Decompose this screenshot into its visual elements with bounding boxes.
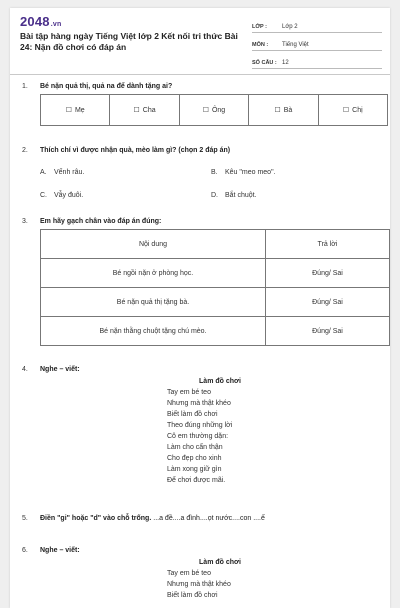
poem-line: Theo đúng những lời	[167, 422, 233, 429]
poem-line: Để chơi được mãi.	[167, 477, 226, 484]
poem-line: Biết làm đồ chơi	[167, 592, 218, 599]
column-header: Trả lời	[266, 230, 390, 259]
fill-blank-text[interactable]: ...a đề....a đình....ọt nước....con ....ế	[153, 515, 265, 522]
answer-option[interactable]	[211, 192, 257, 199]
answer-cell[interactable]: Đúng/ Sai	[266, 317, 390, 346]
answer-letter: C.	[40, 192, 47, 199]
poem-line: Làm xong giữ gìn	[167, 466, 222, 473]
question-text: Thích chí vì được nhận quà, mèo làm gì? (chọn 2 đáp án)	[40, 147, 231, 154]
poem-line: Làm cho cẩn thận	[167, 444, 223, 451]
question-text: Nghe – viết:	[40, 366, 80, 373]
meta-row-question-count	[252, 52, 382, 69]
statement-cell: Bé ngồi nặn ở phòng học.	[41, 259, 266, 288]
question-number: 3.	[22, 218, 28, 225]
poem-line: Cô em thường dặn:	[167, 433, 229, 440]
question-prompt: Điền "gi" hoặc "d" vào chỗ trống.	[40, 515, 152, 522]
meta-value: 12	[282, 60, 289, 66]
document-title: Bài tập hàng ngày Tiếng Việt lớp 2 Kết nối tri thức Bài 24: Nặn đồ chơi có đáp án	[20, 31, 238, 52]
true-false-table	[40, 229, 390, 346]
checkbox-icon[interactable]: ☐	[133, 107, 140, 114]
question-text: Nghe – viết:	[40, 547, 80, 554]
meta-label: LỚP :	[252, 24, 267, 30]
checkbox-icon[interactable]: ☐	[65, 107, 72, 114]
option-cell[interactable]	[41, 95, 110, 126]
checkbox-icon[interactable]: ☐	[342, 107, 350, 114]
table-header-row	[41, 230, 390, 259]
option-cell[interactable]	[179, 95, 248, 126]
poem-line: Tay em bé teo	[167, 570, 211, 577]
option-label: Ông	[211, 107, 226, 114]
statement-cell: Bé nặn quả thị tặng bà.	[41, 288, 266, 317]
question-text: Em hãy gạch chân vào đáp án đúng:	[40, 218, 162, 225]
option-label: Mẹ	[74, 107, 85, 114]
checkbox-icon[interactable]: ☐	[274, 107, 281, 114]
meta-value: Lớp 2	[282, 24, 298, 30]
statement-cell: Bé nặn thằng chuột tặng chú mèo.	[41, 317, 266, 346]
poem-line: Tay em bé teo	[167, 389, 211, 396]
option-table	[40, 94, 388, 126]
option-label: Cha	[142, 107, 156, 114]
logo-suffix: .vn	[50, 21, 62, 28]
answer-text: Bắt chuột.	[225, 192, 257, 199]
answer-text: Vẫy đuôi.	[54, 192, 84, 199]
poem-title: Làm đồ chơi	[199, 378, 241, 385]
worksheet-header	[10, 8, 390, 74]
answer-text: Vểnh râu.	[54, 169, 85, 176]
answer-cell[interactable]: Đúng/ Sai	[266, 288, 390, 317]
meta-row-class	[252, 16, 382, 33]
table-row	[41, 259, 390, 288]
answer-text: Kêu "meo meo".	[225, 169, 276, 176]
answer-letter: D.	[211, 192, 218, 199]
question-text: Bé nặn quả thị, quả na để dành tặng ai?	[40, 83, 173, 90]
meta-label: SỐ CÂU :	[252, 60, 277, 66]
meta-row-subject	[252, 34, 382, 51]
question-number: 1.	[22, 83, 28, 90]
answer-option[interactable]	[40, 192, 83, 199]
question-text	[40, 515, 265, 522]
checkbox-icon[interactable]: ☐	[202, 107, 210, 114]
question-number: 4.	[22, 366, 28, 373]
answer-letter: A.	[40, 169, 47, 176]
option-cell[interactable]	[110, 95, 179, 126]
answer-cell[interactable]: Đúng/ Sai	[266, 259, 390, 288]
question-number: 2.	[22, 147, 28, 154]
table-row	[41, 317, 390, 346]
question-number: 6.	[22, 547, 28, 554]
answer-option[interactable]	[40, 169, 84, 176]
meta-label: MÔN :	[252, 42, 269, 48]
poem-line: Nhưng mà thật khéo	[167, 400, 231, 407]
option-label: Bà	[283, 107, 293, 114]
poem-line: Biết làm đồ chơi	[167, 411, 218, 418]
column-header: Nội dung	[41, 230, 266, 259]
poem-line: Cho đẹp cho xinh	[167, 455, 222, 462]
answer-option[interactable]	[211, 169, 276, 176]
logo-text: 2048	[20, 14, 50, 29]
meta-box	[252, 16, 382, 70]
poem-title: Làm đồ chơi	[199, 559, 241, 566]
worksheet-page	[10, 8, 390, 608]
option-cell[interactable]	[249, 95, 318, 126]
header-divider	[10, 74, 390, 75]
option-label: Chị	[352, 107, 363, 114]
option-cell[interactable]	[318, 95, 387, 126]
site-logo[interactable]	[20, 14, 61, 29]
question-number: 5.	[22, 515, 28, 522]
meta-value: Tiếng Việt	[282, 42, 309, 48]
poem-line: Nhưng mà thật khéo	[167, 581, 231, 588]
table-row	[41, 288, 390, 317]
answer-letter: B.	[211, 169, 218, 176]
